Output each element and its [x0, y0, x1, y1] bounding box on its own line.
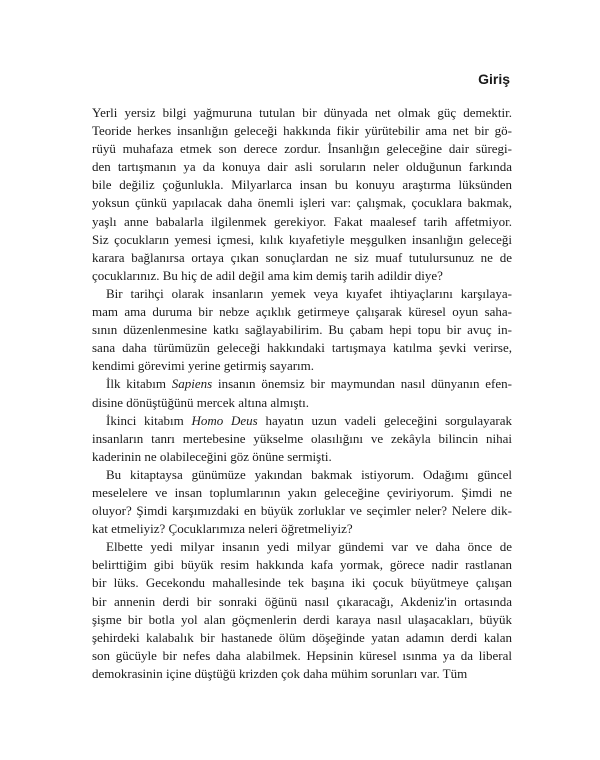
text-segment: demokrasinin içine düştüğü krizden çok daha mühim sorunları var. Tüm [92, 665, 468, 681]
text-line [92, 194, 512, 212]
text-line [92, 140, 512, 158]
paragraph [92, 538, 512, 683]
text-line [92, 412, 512, 430]
text-segment: belirttiğim gibi büyük resim hakkında kafa yormak, görece nadir rastlanan [92, 557, 512, 573]
text-segment: Elbette yedi milyar insanın yedi milyar gündemi var ve daha önce de [106, 539, 512, 555]
text-segment: meselelere ve insan toplumlarının yakın geleceğine çeviriyorum. Şimdi ne [92, 484, 512, 500]
text-segment: Bir tarihçi olarak insanların yemek veya kıyafet ihtiyaçlarını karşılaya- [106, 285, 512, 301]
text-line [92, 122, 512, 140]
text-line [92, 375, 512, 393]
text-line [92, 448, 512, 466]
text-segment: kaderinin ne olabileceğini göz önüne sermişti. [92, 448, 332, 464]
text-segment: insanların tanrı mertebesine yükselme olasılığını ve zekâyla bilincin nihai [92, 430, 512, 446]
text-segment: İlk kitabım [106, 376, 172, 392]
text-line [92, 502, 512, 520]
text-segment: rüyü muhafaza etmek son derece zordur. İnsanlığın geleceğine dair süregi- [92, 141, 512, 157]
paragraph [92, 412, 512, 466]
text-segment: disine dönüştüğünü mercek altına almıştı. [92, 394, 309, 410]
text-line [92, 629, 512, 647]
text-segment: yoksun çünkü yapılacak daha önemli işleri var: çalışmak, çocuklara bakmak, [92, 195, 512, 211]
text-line [92, 249, 512, 267]
text-segment: den tartışmanın ya da konuya dair asli soruların neler olduğunun farkında [92, 159, 512, 175]
text-line [92, 538, 512, 556]
text-line [92, 430, 512, 448]
text-segment: karara bağlanırsa ortaya çıkan sonuçlardan ne siz muaf tutulursunuz ne de [92, 249, 512, 265]
text-line [92, 357, 512, 375]
text-line [92, 484, 512, 502]
text-segment: Yerli yersiz bilgi yağmuruna tutulan bir dünyada net olmak güç demektir. [92, 105, 512, 120]
text-line [92, 339, 512, 357]
text-line [92, 574, 512, 592]
text-segment: mam ama duruma bir nebze açıklık getirmeye çalışarak küresel oyun saha- [92, 304, 512, 320]
text-segment: kat etmeliyiz? Çocuklarımıza neleri öğretmeliyiz? [92, 521, 353, 537]
text-segment: hayatın uzun vadeli geleceğini sorgulayarak [257, 412, 512, 428]
text-line [92, 647, 512, 665]
text-segment: şehirdeki kalabalık bir hastanede ölüm döşeğinde yatan adamın derdi kalan [92, 629, 512, 645]
paragraph [92, 375, 512, 411]
text-segment: son gücüyle bir nefes daha alabilmek. Hepsinin küresel ısınma ya da liberal [92, 647, 512, 663]
paragraph [92, 285, 512, 375]
text-segment: oluyor? Şimdi karşımızdaki en büyük zorluklar ve seçimler neler? Nelere dik- [92, 503, 512, 519]
text-segment: sana daha türümüzün geleceği hakkındaki tartışmaya katılma şevki verirse, [92, 340, 512, 356]
text-segment: bile değiliz çoğunlukla. Milyarlarca insan bu konuyu araştırma lüksünden [92, 177, 512, 193]
text-line [92, 285, 512, 303]
text-segment: yaşlı anne babalarla ilgilenmek gerekiyor. Fakat maalesef tarih affetmiyor. [92, 213, 512, 229]
text-line [92, 213, 512, 231]
text-line [92, 593, 512, 611]
text-line [92, 104, 512, 122]
text-line [92, 321, 512, 339]
text-line [92, 303, 512, 321]
text-segment: kendimi görevimi yerine getirmiş sayarım. [92, 358, 315, 374]
book-title: Homo Deus [191, 412, 258, 428]
text-line [92, 466, 512, 484]
text-segment: Siz çocukların yemesi içmesi, kılık kıyafetiyle meşgulken insanlığın geleceği [92, 231, 512, 247]
chapter-heading: Giriş [478, 71, 510, 87]
text-line [92, 231, 512, 249]
text-segment: Bu kitaptaysa günümüze yakından bakmak istiyorum. Odağımı güncel [106, 466, 512, 482]
text-segment: bir lüks. Gecekondu mahallesinde tek başına iki çocuk büyütmeye çalışan [92, 575, 512, 591]
text-line [92, 611, 512, 629]
text-segment: Teoride herkes insanlığın geleceği hakkında fikir yürütebilir ama net bir gö- [92, 123, 512, 139]
text-segment: şişme bir botla yol alan göçmenlerin derdi karaya nasıl ulaşacakları, büyük [92, 611, 512, 627]
text-segment: sının düzenlenmesine katkı sağlayabilirim. Bu çabam hepi topu bir avuç in- [92, 322, 512, 338]
book-title: Sapiens [171, 376, 213, 392]
text-line [92, 176, 512, 194]
text-line [92, 394, 512, 412]
text-segment: İkinci kitabım [106, 412, 192, 428]
text-line [92, 665, 512, 683]
paragraph [92, 466, 512, 538]
text-line [92, 520, 512, 538]
text-line [92, 267, 512, 285]
text-segment: çocuklarınız. Bu hiç de adil değil ama kim demiş tarih adildir diye? [92, 267, 443, 283]
body-text [92, 104, 512, 683]
text-line [92, 158, 512, 176]
text-segment: bir annenin derdi bir sonraki öğünü nasıl çıkaracağı, Akdeniz'in ortasında [92, 593, 512, 609]
text-segment: insanın önemsiz bir maymundan nasıl dünyanın efen- [212, 376, 512, 392]
text-line [92, 556, 512, 574]
paragraph [92, 104, 512, 285]
